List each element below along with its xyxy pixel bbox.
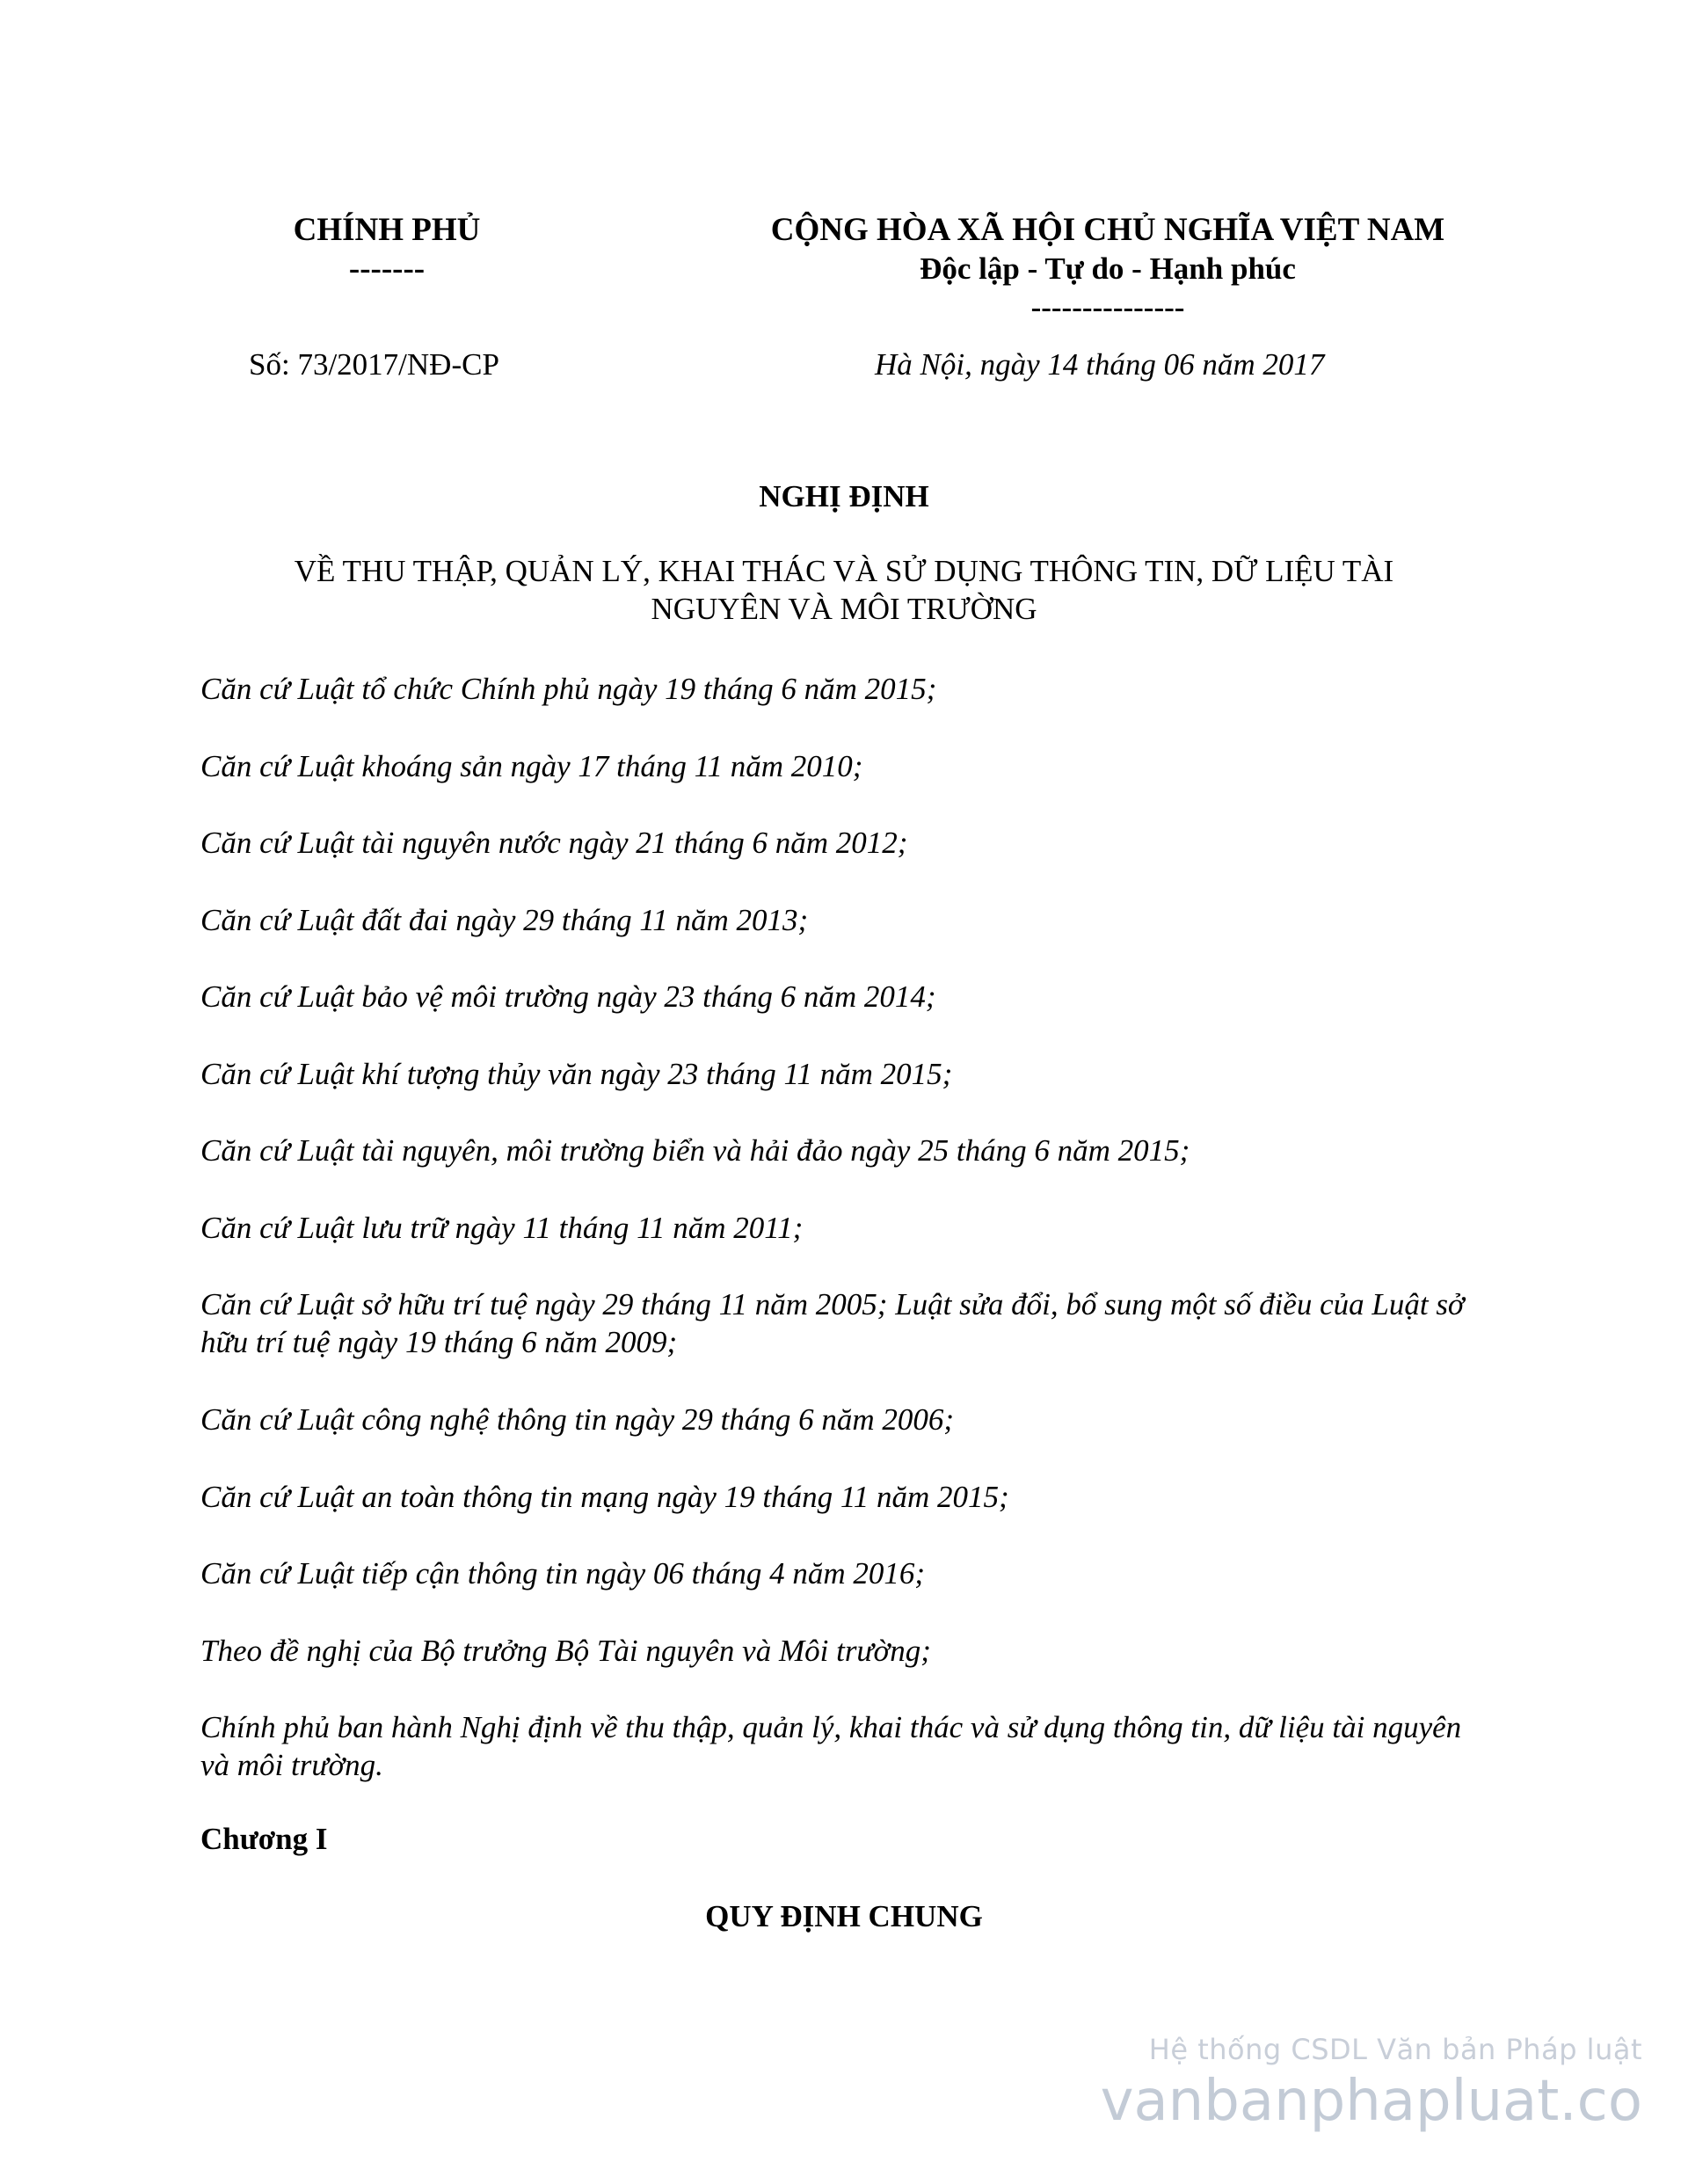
legal-basis-9: Căn cứ Luật sở hữu trí tuệ ngày 29 tháng 11 năm 2005; Luật sửa đổi, bổ sung một số điều của Luật sở hữu trí tuệ ngày 19 tháng 6 năm 2009;	[200, 1287, 1465, 1359]
watermark-site: vanbanphapluat.co	[1100, 2069, 1642, 2134]
document-subject	[202, 552, 1486, 628]
legal-basis-2: Căn cứ Luật khoáng sản ngày 17 tháng 11 năm 2010;	[200, 749, 863, 783]
legal-basis-1: Căn cứ Luật tổ chức Chính phủ ngày 19 tháng 6 năm 2015;	[200, 672, 937, 706]
legal-basis-8: Căn cứ Luật lưu trữ ngày 11 tháng 11 năm 2011;	[200, 1211, 804, 1245]
legal-basis-6: Căn cứ Luật khí tượng thủy văn ngày 23 tháng 11 năm 2015;	[200, 1057, 953, 1091]
issuer-name: CHÍNH PHỦ	[293, 212, 481, 248]
document-type: NGHỊ ĐỊNH	[759, 479, 929, 513]
document-number: Số: 73/2017/NĐ-CP	[249, 347, 499, 382]
issuer-rule: -------	[348, 251, 426, 287]
watermark-caption: Hệ thống CSDL Văn bản Pháp luật	[1148, 2033, 1642, 2066]
legal-basis-5: Căn cứ Luật bảo vệ môi trường ngày 23 tháng 6 năm 2014;	[200, 979, 936, 1014]
legal-basis-11: Căn cứ Luật an toàn thông tin mạng ngày 19 tháng 11 năm 2015;	[200, 1480, 1009, 1514]
chapter-label: Chương I	[200, 1822, 328, 1856]
legal-basis-7: Căn cứ Luật tài nguyên, môi trường biển và hải đảo ngày 25 tháng 6 năm 2015;	[200, 1133, 1190, 1168]
national-heading-block	[580, 211, 1635, 327]
legal-basis-3: Căn cứ Luật tài nguyên nước ngày 21 tháng 6 năm 2012;	[200, 826, 908, 860]
legal-basis-12: Căn cứ Luật tiếp cận thông tin ngày 06 tháng 4 năm 2016;	[200, 1556, 926, 1591]
subject-line-1: VỀ THU THẬP, QUẢN LÝ, KHAI THÁC VÀ SỬ DỤNG THÔNG TIN, DỮ LIỆU TÀI	[294, 554, 1394, 588]
chapter-title: QUY ĐỊNH CHUNG	[705, 1899, 983, 1933]
national-motto: Độc lập - Tự do - Hạnh phúc	[920, 251, 1296, 286]
legal-basis-4: Căn cứ Luật đất đai ngày 29 tháng 11 năm 2013;	[200, 903, 809, 937]
legal-basis-10: Căn cứ Luật công nghệ thông tin ngày 29 tháng 6 năm 2006;	[200, 1402, 955, 1437]
nation-name: CỘNG HÒA XÃ HỘI CHỦ NGHĨA VIỆT NAM	[770, 212, 1445, 248]
issuer-block	[202, 211, 571, 288]
proposal-statement: Theo đề nghị của Bộ trưởng Bộ Tài nguyên và Môi trường;	[200, 1634, 931, 1668]
enactment-statement: Chính phủ ban hành Nghị định về thu thập, quản lý, khai thác và sử dụng thông tin, dữ liệu tài nguyên và môi trường.	[200, 1710, 1462, 1782]
subject-line-2: NGUYÊN VÀ MÔI TRƯỜNG	[651, 592, 1037, 626]
motto-rule: ---------------	[1030, 290, 1185, 324]
place-and-date: Hà Nội, ngày 14 tháng 06 năm 2017	[875, 347, 1325, 382]
